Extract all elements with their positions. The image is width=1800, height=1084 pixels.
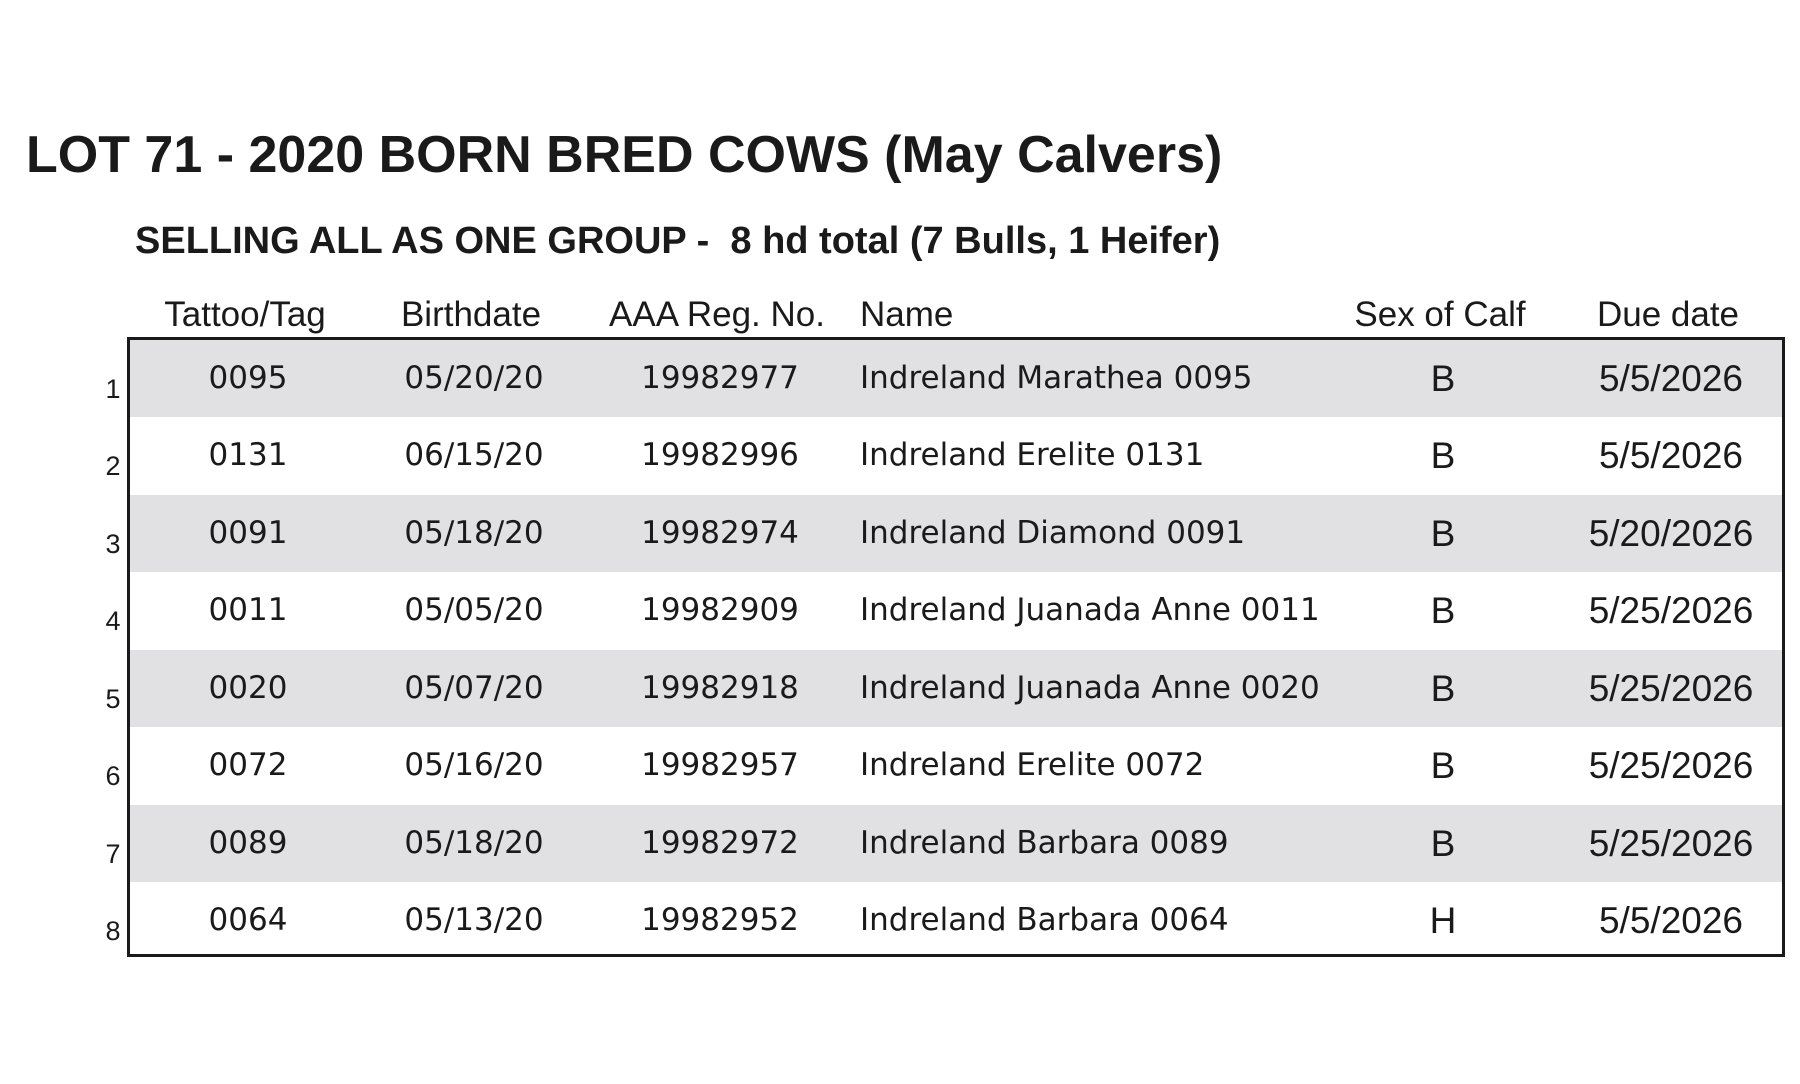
column-header-due-date: Due date	[1596, 295, 1740, 334]
page-title: LOT 71 - 2020 BORN BRED COWS (May Calvers)	[26, 126, 1223, 184]
cell-sex-of-calf: B	[1430, 358, 1456, 399]
column-header-tattoo-tag: Tattoo/Tag	[164, 295, 326, 334]
table-row	[130, 417, 1782, 494]
table-row	[130, 805, 1782, 882]
data-table	[127, 337, 1785, 957]
row-number: 5	[105, 684, 121, 714]
table-row	[130, 650, 1782, 727]
cell-tattoo-tag: 0064	[208, 902, 288, 938]
cell-due-date: 5/5/2026	[1598, 358, 1744, 399]
cell-due-date: 5/5/2026	[1598, 900, 1744, 941]
table-row	[130, 727, 1782, 804]
cell-reg-no: 19982996	[641, 437, 799, 473]
cell-due-date: 5/25/2026	[1588, 823, 1754, 864]
cell-birthdate: 05/13/20	[404, 902, 544, 938]
cell-name: Indreland Erelite 0131	[860, 437, 1205, 473]
row-number: 3	[105, 529, 121, 559]
row-number: 4	[105, 606, 121, 636]
cell-reg-no: 19982957	[641, 747, 799, 783]
cell-birthdate: 05/16/20	[404, 747, 544, 783]
cell-name: Indreland Marathea 0095	[860, 360, 1253, 396]
table-row	[130, 495, 1782, 572]
cell-tattoo-tag: 0131	[208, 437, 288, 473]
row-number: 7	[105, 839, 121, 869]
cell-reg-no: 19982909	[641, 592, 799, 628]
cell-birthdate: 05/18/20	[404, 515, 544, 551]
cell-name: Indreland Barbara 0089	[860, 825, 1229, 861]
cell-sex-of-calf: B	[1430, 590, 1456, 631]
cell-reg-no: 19982972	[641, 825, 799, 861]
table-row	[130, 882, 1782, 957]
row-number: 6	[105, 761, 121, 791]
cell-due-date: 5/25/2026	[1588, 590, 1754, 631]
cell-tattoo-tag: 0072	[208, 747, 288, 783]
cell-birthdate: 05/07/20	[404, 670, 544, 706]
cell-birthdate: 06/15/20	[404, 437, 544, 473]
column-header-reg-no: AAA Reg. No.	[609, 295, 825, 334]
cell-due-date: 5/5/2026	[1598, 435, 1744, 476]
cell-tattoo-tag: 0095	[208, 360, 288, 396]
cell-tattoo-tag: 0091	[208, 515, 288, 551]
cell-reg-no: 19982974	[641, 515, 799, 551]
cell-name: Indreland Juanada Anne 0011	[860, 592, 1320, 628]
column-header-birthdate: Birthdate	[400, 295, 542, 334]
cell-birthdate: 05/05/20	[404, 592, 544, 628]
page-subtitle: SELLING ALL AS ONE GROUP - 8 hd total (7 Bulls, 1 Heifer)	[135, 220, 1221, 262]
cell-reg-no: 19982952	[641, 902, 799, 938]
cell-sex-of-calf: B	[1430, 435, 1456, 476]
cell-sex-of-calf: B	[1430, 745, 1456, 786]
table-row	[130, 340, 1782, 417]
cell-name: Indreland Juanada Anne 0020	[860, 670, 1320, 706]
cell-tattoo-tag: 0020	[208, 670, 288, 706]
cell-due-date: 5/25/2026	[1588, 745, 1754, 786]
cell-sex-of-calf: B	[1430, 823, 1456, 864]
cell-reg-no: 19982918	[641, 670, 799, 706]
cell-due-date: 5/25/2026	[1588, 668, 1754, 709]
cell-tattoo-tag: 0089	[208, 825, 288, 861]
row-number: 8	[105, 916, 121, 946]
row-number: 2	[105, 451, 121, 481]
cell-reg-no: 19982977	[641, 360, 799, 396]
column-header-name: Name	[860, 295, 954, 334]
cell-sex-of-calf: H	[1429, 900, 1457, 941]
cell-tattoo-tag: 0011	[208, 592, 288, 628]
cell-sex-of-calf: B	[1430, 668, 1456, 709]
row-number: 1	[105, 374, 121, 404]
cell-birthdate: 05/18/20	[404, 825, 544, 861]
cell-sex-of-calf: B	[1430, 513, 1456, 554]
cell-name: Indreland Barbara 0064	[860, 902, 1229, 938]
cell-name: Indreland Diamond 0091	[860, 515, 1246, 551]
table-row	[130, 572, 1782, 649]
cell-name: Indreland Erelite 0072	[860, 747, 1205, 783]
cell-due-date: 5/20/2026	[1588, 513, 1754, 554]
column-header-sex-of-calf: Sex of Calf	[1354, 295, 1526, 334]
cell-birthdate: 05/20/20	[404, 360, 544, 396]
